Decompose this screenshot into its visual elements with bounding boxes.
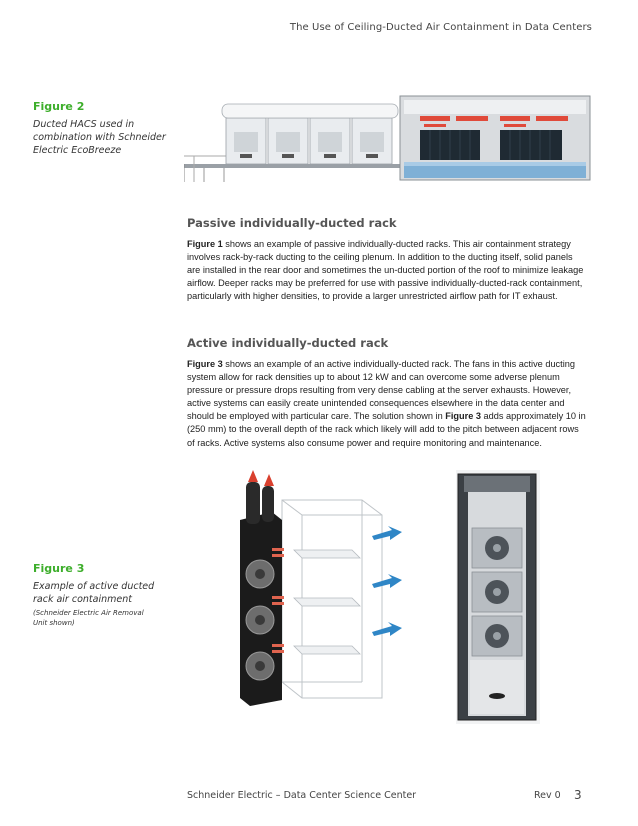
figure-1-reference: Figure 1 (187, 239, 223, 249)
rack-photo-illustration (456, 470, 540, 724)
figure-3-reference-inline: Figure 3 (445, 411, 481, 422)
section-heading-active: Active individually-ducted rack (187, 336, 389, 350)
document-header-title: The Use of Ceiling-Ducted Air Containment in Data Centers (289, 22, 592, 33)
paragraph-passive (187, 238, 587, 303)
footer-organization: Schneider Electric – Data Center Science Center (187, 790, 417, 801)
figure-3-caption: Example of active ducted rack air containment (33, 581, 155, 605)
figure-3-reference: Figure 3 (187, 359, 223, 369)
page-number: 3 (574, 788, 582, 802)
figure-2-label: Figure 2 (33, 100, 85, 113)
figure-3-subcaption: (Schneider Electric Air Removal Unit shown) (33, 609, 144, 627)
air-removal-unit-illustration (232, 470, 412, 714)
section-heading-passive: Passive individually-ducted rack (187, 216, 397, 230)
paragraph-active-text-b: adds approximately 10 in (250 mm) to the overall depth of the rack which likely will add to the pitch between adjacent rows of racks. Active systems also consume power and require monitoring and maintenance. (187, 411, 586, 448)
figure-3-label: Figure 3 (33, 562, 85, 575)
paragraph-passive-text: shows an example of passive individually-ducted racks. This air containment strategy involves rack-by-rack ducting to the ceiling plenum. In addition to the ducting itself, solid panels are installed in the rear door and sometimes the un-ducted portion of the roof to minimize leakage airflow. Deeper racks may be preferred for use with passive individually-ducted-rack containment, particularly with higher densities, to provide a larger unrestricted airflow path for IT exhaust. (187, 239, 584, 302)
paragraph-active (187, 358, 587, 450)
figure-2-ecobreeze-illustration (184, 92, 592, 188)
paragraph-active-text-a: shows an example of an active individually-ducted rack. The fans in this active ducting system allow for rack densities up to about 12 kW and can overcome some adverse plenum pressure or pressure drops resulting from very dense cabling at the server exhausts. However, active systems can easily create unintended consequences elsewhere in the data center and should be employed with particular care. The solution shown in (187, 359, 575, 422)
footer-revision: Rev 0 (534, 790, 561, 801)
figure-2-caption: Ducted HACS used in combination with Schneider Electric EcoBreeze (33, 119, 166, 156)
